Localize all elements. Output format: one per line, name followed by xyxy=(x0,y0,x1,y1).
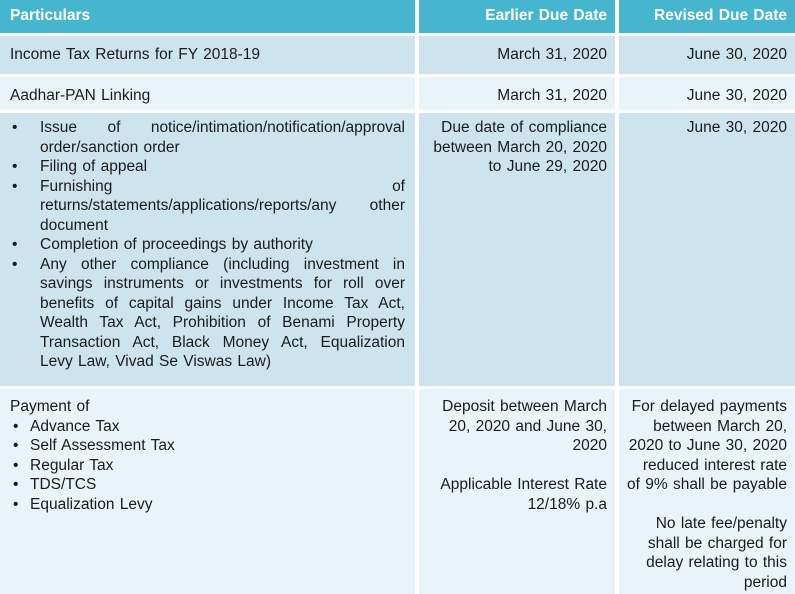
bullet-icon: • xyxy=(13,417,19,435)
list-item-text: Self Assessment Tax xyxy=(30,437,175,454)
cell-revised-due-date: June 30, 2020 xyxy=(619,113,795,389)
bullet-icon: • xyxy=(12,236,18,253)
particulars-list xyxy=(10,417,405,515)
table-row-payments xyxy=(0,389,795,594)
column-header-earlier-due-date: Earlier Due Date xyxy=(419,0,619,36)
list-item xyxy=(10,475,405,495)
cell-revised-due-date: June 30, 2020 xyxy=(619,77,795,113)
list-item xyxy=(10,417,405,437)
table-row-aadhar-pan-linking xyxy=(0,77,795,113)
bullet-icon: • xyxy=(12,177,18,195)
cell-earlier-due-date xyxy=(419,389,619,594)
cell-earlier-due-date: March 31, 2020 xyxy=(419,77,619,113)
list-item-text: TDS/TCS xyxy=(30,476,97,493)
paragraph: For delayed payments between March 20, 2020 to June 30, 2020 reduced interest rate of 9% shall be payable xyxy=(627,398,787,493)
column-header-revised-due-date: Revised Due Date xyxy=(619,0,795,36)
cell-particulars xyxy=(0,113,419,389)
cell-intro: Payment of xyxy=(10,398,90,415)
cell-revised-due-date: June 30, 2020 xyxy=(619,36,795,77)
bullet-icon: • xyxy=(13,437,19,454)
particulars-list xyxy=(10,118,405,372)
list-item xyxy=(10,495,405,515)
list-item xyxy=(10,157,405,177)
list-item xyxy=(10,436,405,456)
list-item-text: Issue of notice/intimation/notification/approval order/sanction order xyxy=(40,119,405,156)
cell-earlier-due-date: Due date of compliance between March 20, 2020 to June 29, 2020 xyxy=(419,113,619,389)
table-header-row xyxy=(0,0,795,36)
table-row-income-tax-returns xyxy=(0,36,795,77)
bullet-icon: • xyxy=(12,255,18,273)
column-header-particulars: Particulars xyxy=(0,0,419,36)
cell-particulars xyxy=(0,389,419,594)
table-row-compliance-actions xyxy=(0,113,795,389)
list-item-text: Regular Tax xyxy=(30,456,114,474)
list-item xyxy=(10,177,405,236)
cell-particulars: Income Tax Returns for FY 2018-19 xyxy=(0,36,419,77)
bullet-icon: • xyxy=(13,495,19,513)
list-item-text: Advance Tax xyxy=(30,417,120,435)
bullet-icon: • xyxy=(13,476,19,493)
list-item-text: Equalization Levy xyxy=(30,495,153,513)
list-item-text: Completion of proceedings by authority xyxy=(40,236,313,253)
cell-revised-due-date xyxy=(619,389,795,594)
paragraph: Deposit between March 20, 2020 and June 30, 2020 xyxy=(442,398,607,454)
list-item-text: Any other compliance (including investment in savings instruments or investments for roll over benefits of capital gains under Income Tax Act, Wealth Tax Act, Prohibition of Benami Property Transaction Act, Black Money Act, Equalization Levy Law, Vivad Se Viswas Law) xyxy=(40,255,405,370)
bullet-icon: • xyxy=(12,119,18,136)
list-item-text: Filing of appeal xyxy=(40,158,148,175)
paragraph: No late fee/penalty shall be charged for delay relating to this period xyxy=(646,515,787,591)
list-item-text: Furnishing of returns/statements/applications/reports/any other document xyxy=(40,177,405,234)
list-item xyxy=(10,235,405,255)
list-item xyxy=(10,255,405,372)
paragraph: Applicable Interest Rate 12/18% p.a xyxy=(440,476,607,513)
cell-earlier-due-date: March 31, 2020 xyxy=(419,36,619,77)
cell-particulars: Aadhar-PAN Linking xyxy=(0,77,419,113)
list-item xyxy=(10,456,405,476)
bullet-icon: • xyxy=(12,158,18,175)
list-item xyxy=(10,118,405,157)
bullet-icon: • xyxy=(13,456,19,474)
